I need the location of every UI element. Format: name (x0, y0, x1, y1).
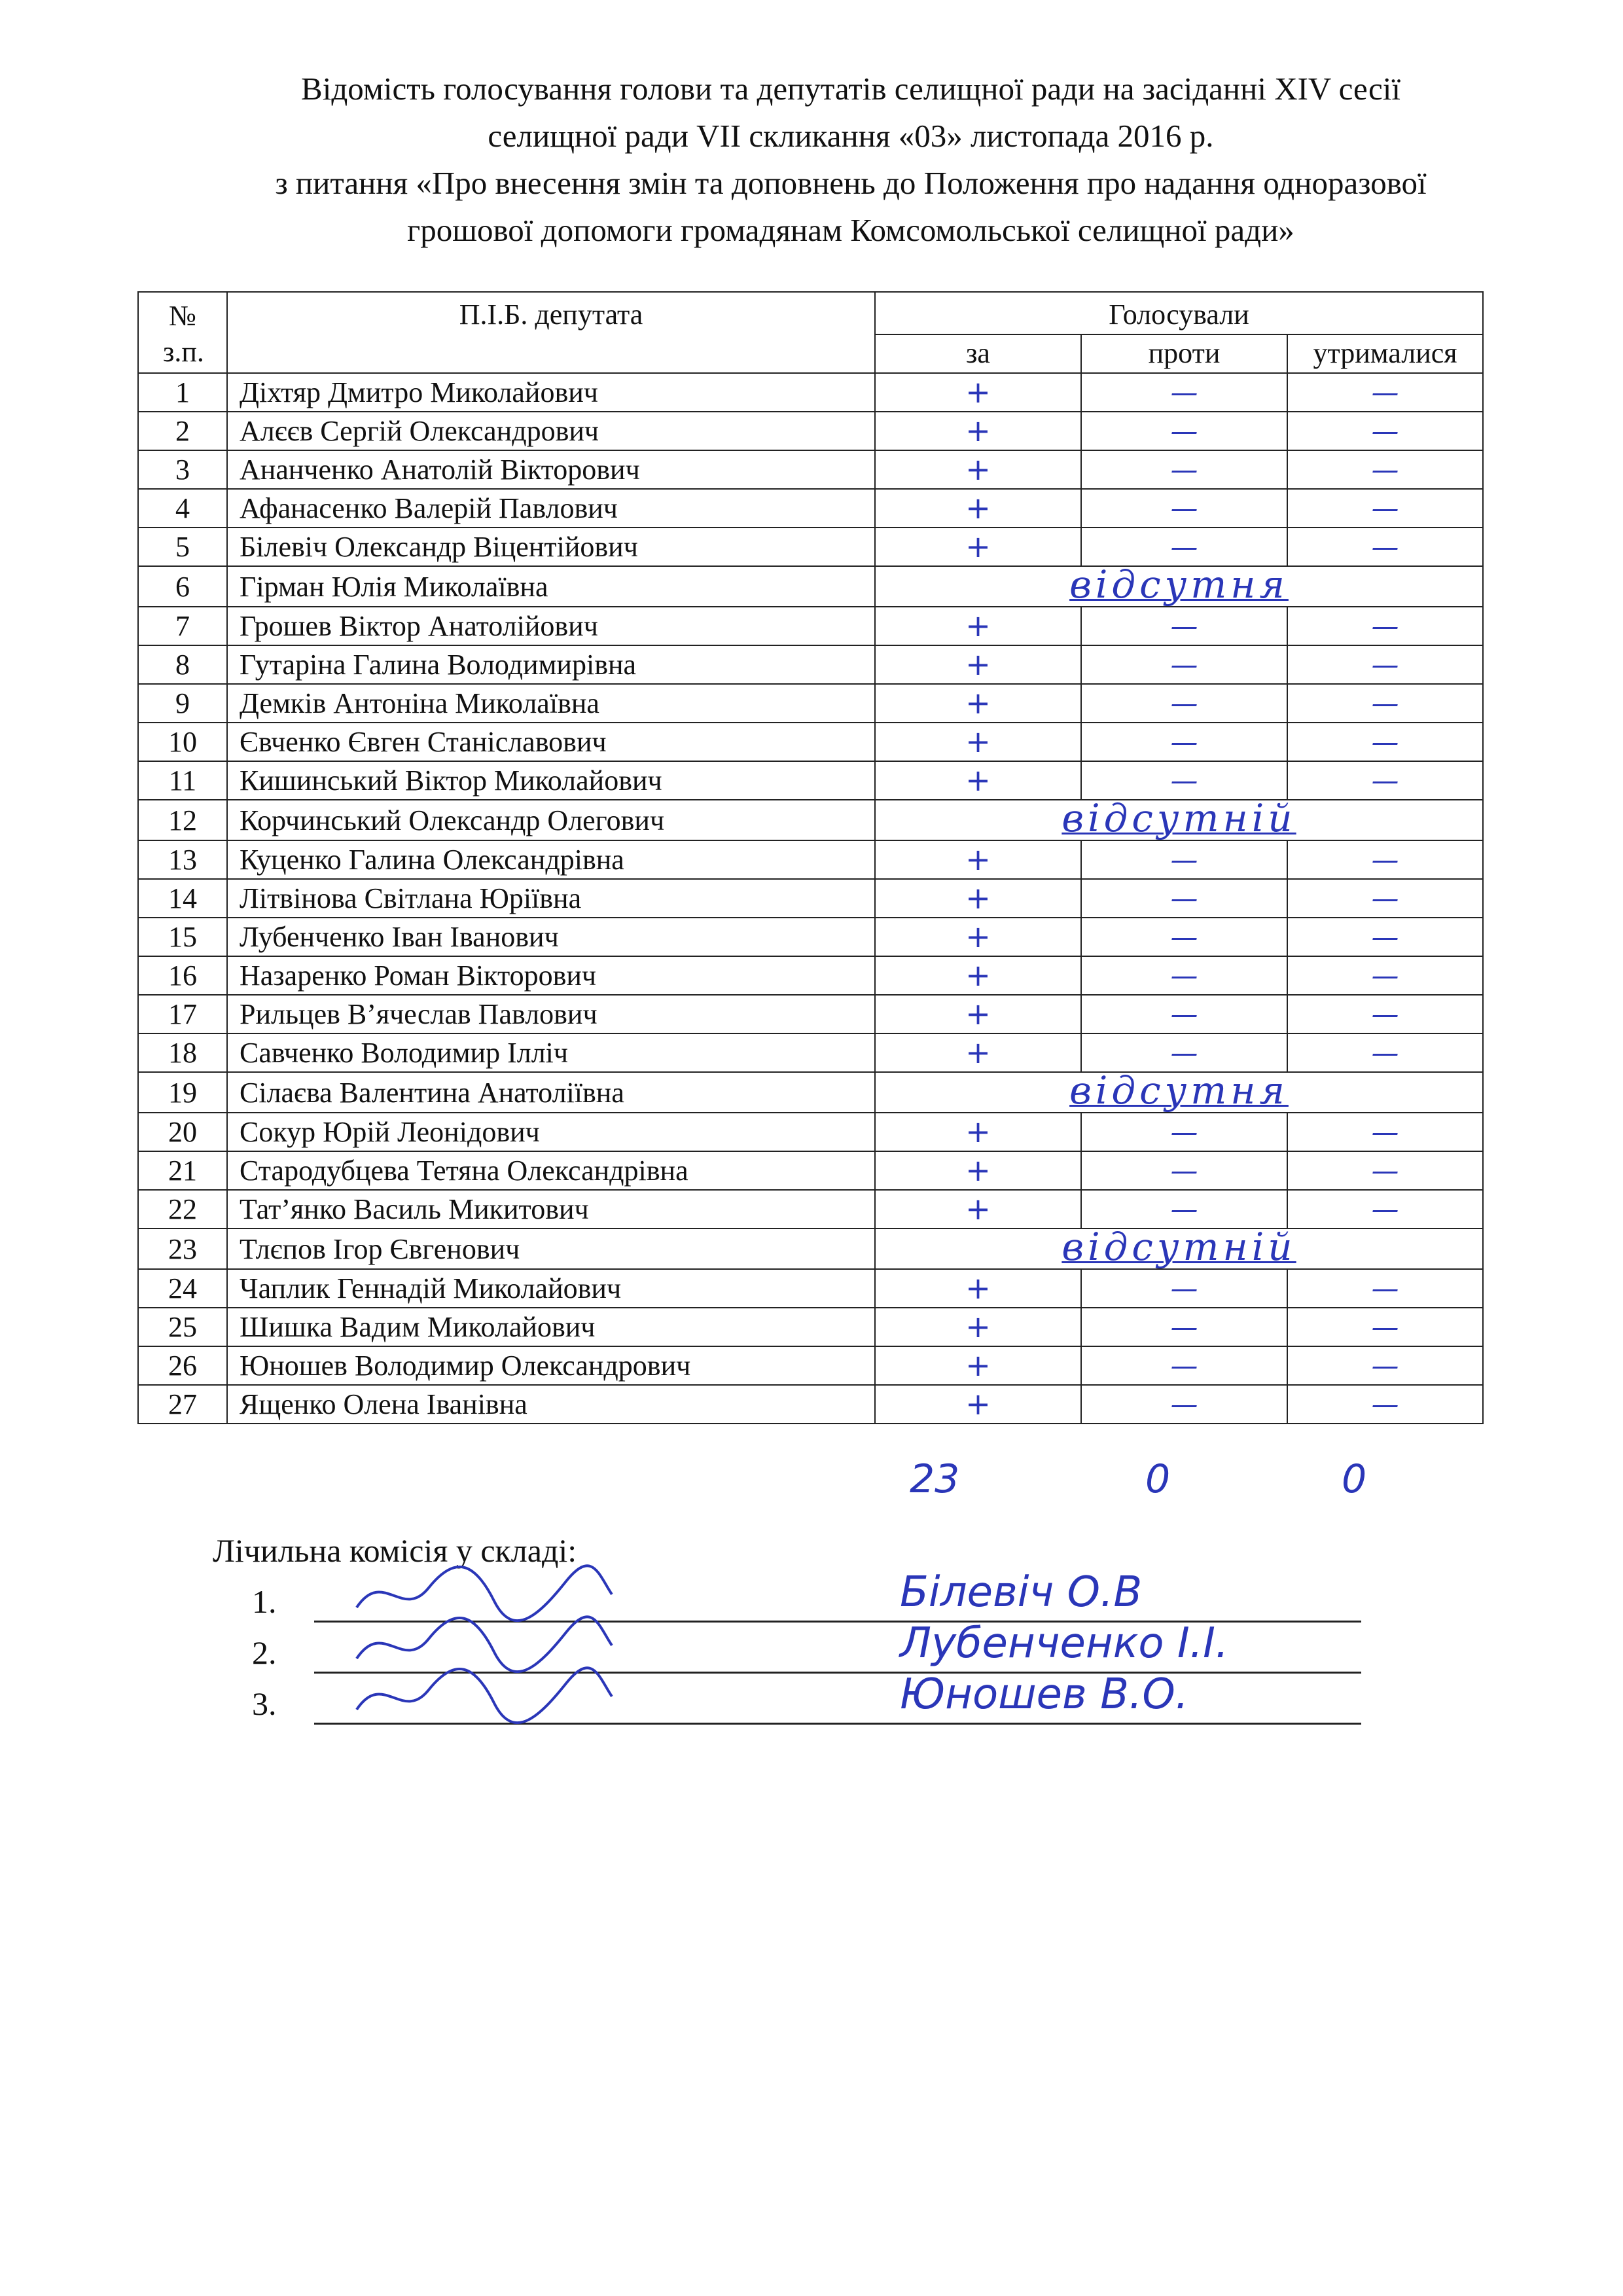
row-number: 24 (138, 1269, 227, 1308)
vote-for-cell (875, 489, 1081, 528)
vote-abstained-mark: — (1371, 610, 1399, 642)
row-number: 11 (138, 761, 227, 800)
vote-for-mark: + (965, 451, 991, 487)
deputy-name: Савченко Володимир Ілліч (227, 1033, 875, 1072)
absent-mark (875, 566, 1483, 607)
deputy-name: Шишка Вадим Миколайович (227, 1308, 875, 1346)
row-number: 8 (138, 645, 227, 684)
vote-abstained-mark: — (1371, 649, 1399, 681)
table-row (138, 412, 1483, 450)
vote-abstained-mark: — (1371, 415, 1399, 447)
vote-against-cell (1081, 918, 1287, 956)
vote-for-cell (875, 607, 1081, 645)
vote-against-mark: — (1170, 1350, 1198, 1382)
vote-abstained-cell (1287, 1190, 1483, 1229)
absent-mark (875, 1229, 1483, 1269)
row-number: 15 (138, 918, 227, 956)
vote-abstained-cell (1287, 645, 1483, 684)
vote-abstained-mark: — (1371, 921, 1399, 953)
vote-against-cell (1081, 1151, 1287, 1190)
row-number: 7 (138, 607, 227, 645)
vote-against-mark: — (1170, 531, 1198, 563)
vote-for-mark: + (965, 762, 991, 798)
vote-against-mark: — (1170, 998, 1198, 1030)
deputy-name: Сілаєва Валентина Анатоліївна (227, 1072, 875, 1113)
vote-abstained-cell (1287, 489, 1483, 528)
vote-abstained-mark: — (1371, 882, 1399, 914)
vote-against-cell (1081, 412, 1287, 450)
vote-for-mark: + (965, 1308, 991, 1344)
vote-abstained-cell (1287, 840, 1483, 879)
vote-for-cell (875, 450, 1081, 489)
vote-abstained-mark: — (1371, 531, 1399, 563)
vote-abstained-cell (1287, 1346, 1483, 1385)
header-against: проти (1081, 334, 1287, 373)
vote-abstained-cell (1287, 879, 1483, 918)
vote-totals (137, 1456, 1482, 1502)
vote-against-cell (1081, 1190, 1287, 1229)
row-number: 16 (138, 956, 227, 995)
vote-for-cell (875, 1190, 1081, 1229)
vote-against-cell (1081, 450, 1287, 489)
deputy-name: Лубенченко Іван Іванович (227, 918, 875, 956)
vote-abstained-cell (1287, 995, 1483, 1033)
vote-for-mark: + (965, 374, 991, 410)
vote-abstained-cell (1287, 1033, 1483, 1072)
vote-against-cell (1081, 1269, 1287, 1308)
vote-against-mark: — (1170, 960, 1198, 992)
vote-abstained-mark: — (1371, 1350, 1399, 1382)
vote-against-cell (1081, 1033, 1287, 1072)
deputy-name: Тлєпов Ігор Євгенович (227, 1229, 875, 1269)
vote-against-cell (1081, 1308, 1287, 1346)
vote-against-cell (1081, 995, 1287, 1033)
row-number: 3 (138, 450, 227, 489)
vote-against-cell (1081, 607, 1287, 645)
total-for: 23 (910, 1456, 960, 1502)
deputy-name: Афанасенко Валерій Павлович (227, 489, 875, 528)
member-name: Юношев В.О. (900, 1670, 1189, 1719)
deputy-name: Літвінова Світлана Юріївна (227, 879, 875, 918)
vote-abstained-cell (1287, 1308, 1483, 1346)
vote-abstained-cell (1287, 956, 1483, 995)
vote-for-cell (875, 684, 1081, 723)
vote-for-mark: + (965, 880, 991, 916)
deputy-name: Євченко Євген Станіславович (227, 723, 875, 761)
vote-abstained-mark: — (1371, 492, 1399, 524)
header-name: П.І.Б. депутата (227, 292, 875, 373)
table-row (138, 566, 1483, 607)
vote-against-mark: — (1170, 1116, 1198, 1148)
table-row (138, 607, 1483, 645)
row-number: 25 (138, 1308, 227, 1346)
total-abstained: 0 (1342, 1456, 1367, 1502)
vote-for-cell (875, 879, 1081, 918)
vote-for-cell (875, 840, 1081, 879)
deputy-name: Корчинський Олександр Олегович (227, 800, 875, 840)
vote-for-mark: + (965, 1191, 991, 1227)
deputy-name: Куценко Галина Олександрівна (227, 840, 875, 879)
vote-against-mark: — (1170, 726, 1198, 758)
member-number: 2. (252, 1634, 277, 1671)
title-line-1: Відомість голосування голови та депутатів селищної ради на засіданні XIV сесії (301, 71, 1400, 107)
vote-against-cell (1081, 1346, 1287, 1385)
deputy-name: Демків Антоніна Миколаївна (227, 684, 875, 723)
vote-for-cell (875, 1113, 1081, 1151)
absent-mark (875, 1072, 1483, 1113)
table-row (138, 1113, 1483, 1151)
vote-abstained-mark: — (1371, 1311, 1399, 1343)
table-row (138, 450, 1483, 489)
vote-for-cell (875, 761, 1081, 800)
deputy-name: Гутаріна Галина Володимирівна (227, 645, 875, 684)
member-name: Білевіч О.В (900, 1568, 1143, 1617)
vote-against-mark: — (1170, 649, 1198, 681)
vote-against-mark: — (1170, 844, 1198, 876)
vote-for-mark: + (965, 996, 991, 1031)
row-number: 13 (138, 840, 227, 879)
vote-for-cell (875, 373, 1081, 412)
table-row (138, 956, 1483, 995)
vote-for-cell (875, 956, 1081, 995)
deputy-name: Ананченко Анатолій Вікторович (227, 450, 875, 489)
row-number: 18 (138, 1033, 227, 1072)
vote-abstained-cell (1287, 1151, 1483, 1190)
table-row (138, 373, 1483, 412)
vote-against-mark: — (1170, 764, 1198, 797)
vote-against-mark: — (1170, 1272, 1198, 1304)
vote-abstained-cell (1287, 918, 1483, 956)
title-line-4: грошової допомоги громадянам Комсомольської селищної ради» (407, 212, 1294, 248)
table-row (138, 840, 1483, 879)
row-number: 27 (138, 1385, 227, 1424)
row-number: 23 (138, 1229, 227, 1269)
row-number: 22 (138, 1190, 227, 1229)
total-against: 0 (1145, 1456, 1171, 1502)
vote-for-cell (875, 528, 1081, 566)
vote-for-mark: + (965, 1034, 991, 1070)
vote-against-mark: — (1170, 882, 1198, 914)
deputy-name: Сокур Юрій Леонідович (227, 1113, 875, 1151)
vote-against-mark: — (1170, 1155, 1198, 1187)
deputy-name: Діхтяр Дмитро Миколайович (227, 373, 875, 412)
vote-for-mark: + (965, 607, 991, 643)
vote-against-mark: — (1170, 1037, 1198, 1069)
row-number: 19 (138, 1072, 227, 1113)
row-number: 17 (138, 995, 227, 1033)
deputy-name: Чаплик Геннадій Миколайович (227, 1269, 875, 1308)
deputy-name: Рильцев В’ячеслав Павлович (227, 995, 875, 1033)
table-row (138, 489, 1483, 528)
table-row (138, 1190, 1483, 1229)
vote-abstained-cell (1287, 1385, 1483, 1424)
vote-for-mark: + (965, 685, 991, 721)
member-number: 1. (252, 1583, 277, 1620)
table-row (138, 761, 1483, 800)
vote-for-mark: + (965, 918, 991, 954)
vote-against-mark: — (1170, 687, 1198, 719)
deputy-name: Тат’янко Василь Микитович (227, 1190, 875, 1229)
vote-abstained-mark: — (1371, 1116, 1399, 1148)
vote-abstained-cell (1287, 1113, 1483, 1151)
vote-for-mark: + (965, 723, 991, 759)
vote-against-cell (1081, 1113, 1287, 1151)
table-row (138, 918, 1483, 956)
vote-abstained-mark: — (1371, 764, 1399, 797)
row-number: 10 (138, 723, 227, 761)
vote-for-cell (875, 412, 1081, 450)
vote-abstained-cell (1287, 450, 1483, 489)
title-line-3: з питання «Про внесення змін та доповнень до Положення про надання одноразової (275, 165, 1427, 201)
table-row (138, 1033, 1483, 1072)
deputy-name: Юношев Володимир Олександрович (227, 1346, 875, 1385)
vote-abstained-mark: — (1371, 960, 1399, 992)
vote-abstained-mark: — (1371, 844, 1399, 876)
deputy-name: Ященко Олена Іванівна (227, 1385, 875, 1424)
vote-for-mark: + (965, 841, 991, 877)
table-row (138, 1308, 1483, 1346)
vote-abstained-cell (1287, 1269, 1483, 1308)
deputy-name: Стародубцева Тетяна Олександрівна (227, 1151, 875, 1190)
vote-against-cell (1081, 879, 1287, 918)
vote-for-mark: + (965, 412, 991, 448)
table-row (138, 1385, 1483, 1424)
vote-against-mark: — (1170, 415, 1198, 447)
vote-for-mark: + (965, 1347, 991, 1383)
absent-handwritten: відсутній (1061, 800, 1296, 840)
row-number: 21 (138, 1151, 227, 1190)
vote-for-cell (875, 995, 1081, 1033)
vote-for-cell (875, 1033, 1081, 1072)
vote-against-cell (1081, 1385, 1287, 1424)
member-number: 3. (252, 1685, 277, 1722)
vote-abstained-cell (1287, 607, 1483, 645)
deputy-name: Назаренко Роман Вікторович (227, 956, 875, 995)
header-for: за (875, 334, 1081, 373)
vote-abstained-cell (1287, 723, 1483, 761)
table-row (138, 1346, 1483, 1385)
table-row (138, 1269, 1483, 1308)
table-row (138, 1072, 1483, 1113)
absent-handwritten: відсутній (1061, 1229, 1296, 1269)
vote-for-cell (875, 1269, 1081, 1308)
counting-commission (213, 1532, 1229, 1728)
commission-label: Лічильна комісія у складі: (213, 1532, 577, 1569)
row-number: 5 (138, 528, 227, 566)
table-row (138, 645, 1483, 684)
vote-abstained-mark: — (1371, 1155, 1399, 1187)
table-row (138, 800, 1483, 840)
vote-against-mark: — (1170, 1388, 1198, 1420)
vote-against-cell (1081, 761, 1287, 800)
deputy-name: Білевіч Олександр Віцентійович (227, 528, 875, 566)
table-row (138, 528, 1483, 566)
vote-abstained-cell (1287, 761, 1483, 800)
table-row (138, 723, 1483, 761)
header-num: № з.п. (138, 292, 227, 373)
vote-against-cell (1081, 489, 1287, 528)
vote-against-cell (1081, 723, 1287, 761)
vote-against-cell (1081, 645, 1287, 684)
vote-for-mark: + (965, 957, 991, 993)
vote-for-mark: + (965, 1386, 991, 1422)
vote-against-cell (1081, 528, 1287, 566)
vote-for-cell (875, 723, 1081, 761)
row-number: 12 (138, 800, 227, 840)
absent-handwritten: відсутня (1069, 1072, 1289, 1113)
vote-against-mark: — (1170, 376, 1198, 408)
vote-abstained-mark: — (1371, 376, 1399, 408)
title-line-2: селищної ради VII скликання «03» листопада 2016 р. (488, 118, 1214, 154)
vote-abstained-mark: — (1371, 1193, 1399, 1225)
vote-abstained-mark: — (1371, 1272, 1399, 1304)
vote-against-cell (1081, 373, 1287, 412)
vote-against-mark: — (1170, 1311, 1198, 1343)
vote-for-cell (875, 918, 1081, 956)
vote-for-mark: + (965, 1113, 991, 1149)
deputy-name: Кишинський Віктор Миколайович (227, 761, 875, 800)
table-row (138, 995, 1483, 1033)
vote-for-cell (875, 1346, 1081, 1385)
vote-abstained-mark: — (1371, 726, 1399, 758)
member-name: Лубенченко І.І. (900, 1619, 1229, 1668)
vote-for-mark: + (965, 646, 991, 682)
vote-for-mark: + (965, 1270, 991, 1306)
row-number: 4 (138, 489, 227, 528)
row-number: 9 (138, 684, 227, 723)
vote-abstained-cell (1287, 684, 1483, 723)
commission-member (213, 1670, 1189, 1728)
vote-for-mark: + (965, 528, 991, 564)
voting-table (137, 291, 1484, 1424)
vote-abstained-mark: — (1371, 1037, 1399, 1069)
signature-scribble (344, 1657, 618, 1729)
vote-abstained-mark: — (1371, 687, 1399, 719)
vote-abstained-mark: — (1371, 998, 1399, 1030)
table-row (138, 684, 1483, 723)
header-voted: Голосували (875, 292, 1483, 334)
row-number: 2 (138, 412, 227, 450)
vote-abstained-cell (1287, 528, 1483, 566)
table-row (138, 879, 1483, 918)
vote-for-mark: + (965, 490, 991, 526)
vote-abstained-cell (1287, 412, 1483, 450)
deputy-name: Гірман Юлія Миколаївна (227, 566, 875, 607)
vote-against-cell (1081, 684, 1287, 723)
vote-for-cell (875, 645, 1081, 684)
vote-for-cell (875, 1151, 1081, 1190)
table-row (138, 1151, 1483, 1190)
header-abstained: утрималися (1287, 334, 1483, 373)
vote-for-cell (875, 1308, 1081, 1346)
row-number: 26 (138, 1346, 227, 1385)
vote-against-mark: — (1170, 610, 1198, 642)
document-title (98, 65, 1603, 254)
row-number: 20 (138, 1113, 227, 1151)
absent-mark (875, 800, 1483, 840)
deputy-name: Грошев Віктор Анатолійович (227, 607, 875, 645)
vote-abstained-mark: — (1371, 1388, 1399, 1420)
row-number: 6 (138, 566, 227, 607)
table-row (138, 1229, 1483, 1269)
vote-against-mark: — (1170, 492, 1198, 524)
absent-handwritten: відсутня (1069, 566, 1289, 607)
row-number: 14 (138, 879, 227, 918)
vote-against-cell (1081, 840, 1287, 879)
vote-against-mark: — (1170, 454, 1198, 486)
vote-for-cell (875, 1385, 1081, 1424)
row-number: 1 (138, 373, 227, 412)
vote-against-cell (1081, 956, 1287, 995)
deputy-name: Алєєв Сергій Олександрович (227, 412, 875, 450)
vote-abstained-mark: — (1371, 454, 1399, 486)
vote-against-mark: — (1170, 921, 1198, 953)
vote-against-mark: — (1170, 1193, 1198, 1225)
vote-abstained-cell (1287, 373, 1483, 412)
vote-for-mark: + (965, 1152, 991, 1188)
